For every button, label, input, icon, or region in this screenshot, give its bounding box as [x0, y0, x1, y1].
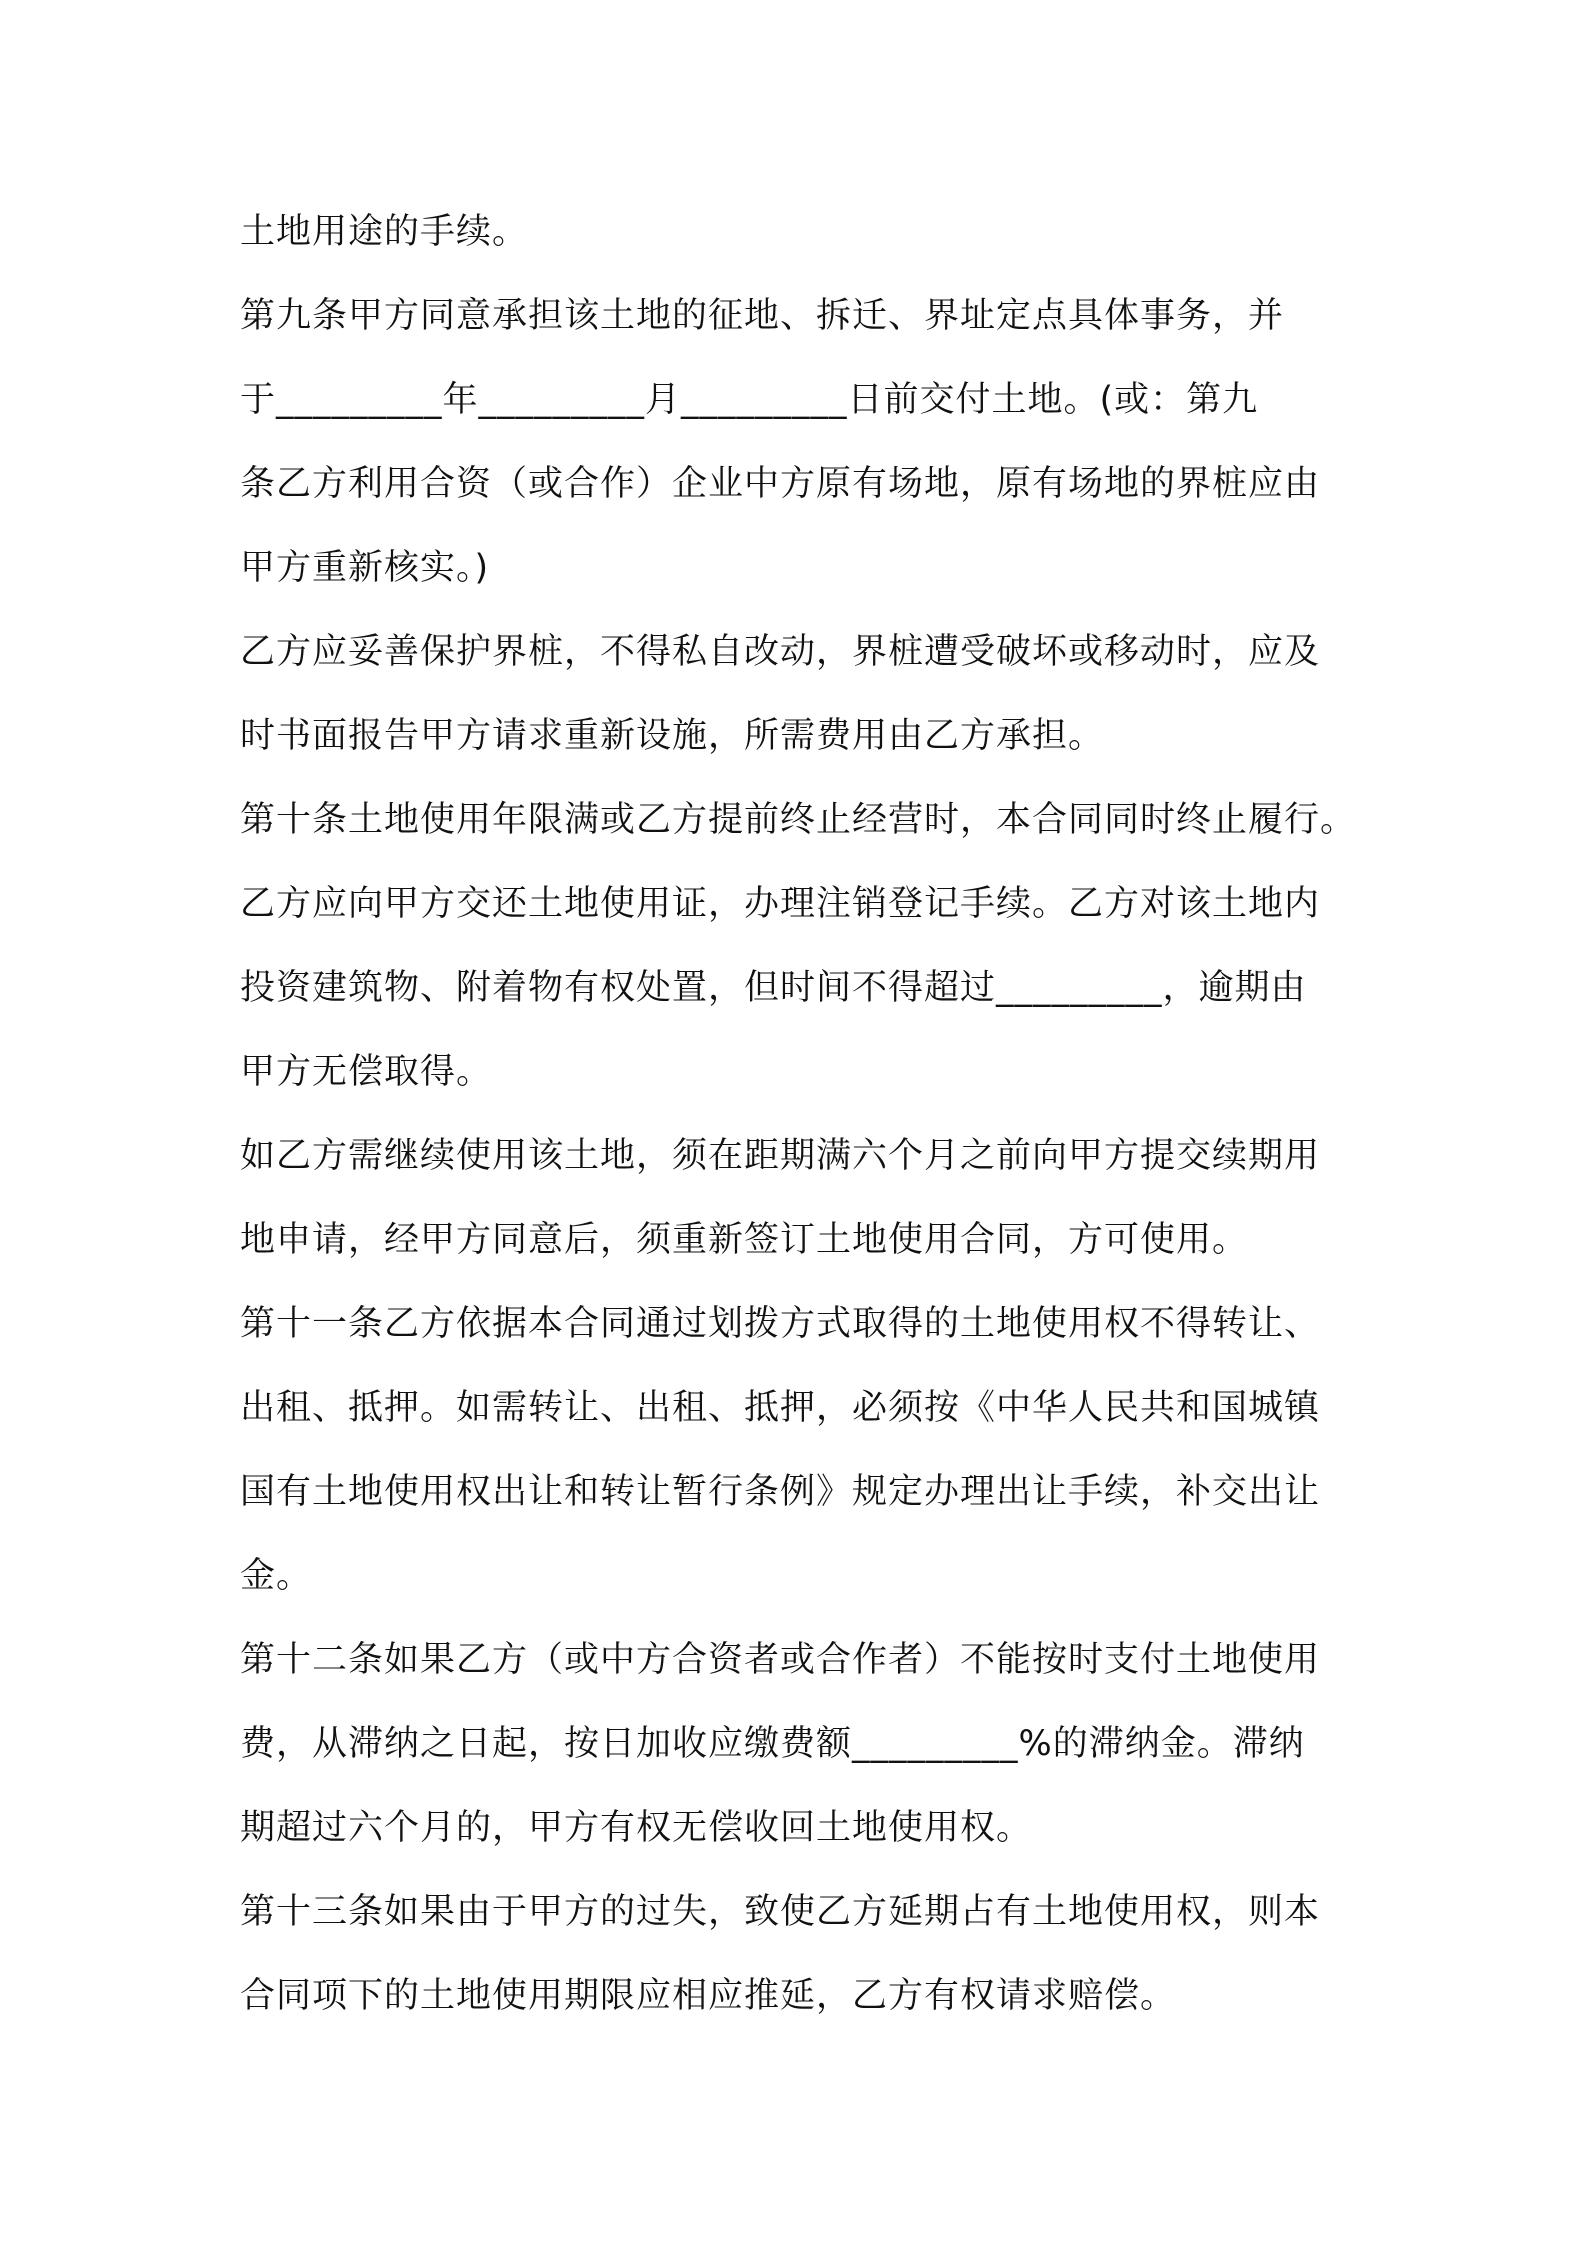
- text-line: 条乙方利用合资（或合作）企业中方原有场地，原有场地的界桩应由: [240, 464, 1321, 504]
- text-line: 期超过六个月的，甲方有权无偿收回土地使用权。: [240, 1808, 1033, 1848]
- text-line: 金。: [240, 1556, 313, 1596]
- text-line: 于_________年_________月_________日前交付土地。(或：第九: [240, 380, 1259, 420]
- text-line: 第十条土地使用年限满或乙方提前终止经营时，本合同同时终止履行。: [240, 800, 1357, 840]
- text-line: 时书面报告甲方请求重新设施，所需费用由乙方承担。: [240, 716, 1105, 756]
- text-line: 出租、抵押。如需转让、出租、抵押，必须按《中华人民共和国城镇: [240, 1388, 1321, 1428]
- text-line: 土地用途的手续。: [240, 212, 529, 252]
- text-line: 甲方重新核实。): [240, 548, 490, 588]
- text-line: 合同项下的土地使用期限应相应推延，乙方有权请求赔偿。: [240, 1976, 1177, 2016]
- text-line: 投资建筑物、附着物有权处置，但时间不得超过_________，逾期由: [240, 968, 1307, 1008]
- text-line: 费，从滞纳之日起，按日加收应缴费额_________%的滞纳金。滞纳: [240, 1724, 1305, 1764]
- text-line: 如乙方需继续使用该土地，须在距期满六个月之前向甲方提交续期用: [240, 1136, 1321, 1176]
- text-line: 甲方无偿取得。: [240, 1052, 493, 1092]
- text-line: 第十二条如果乙方（或中方合资者或合作者）不能按时支付土地使用: [240, 1640, 1321, 1680]
- document-body: [240, 190, 1360, 2038]
- text-line: 国有土地使用权出让和转让暂行条例》规定办理出让手续，补交出让: [240, 1472, 1321, 1512]
- text-line: 乙方应妥善保护界桩，不得私自改动，界桩遭受破坏或移动时，应及: [240, 632, 1321, 672]
- text-line: 乙方应向甲方交还土地使用证，办理注销登记手续。乙方对该土地内: [240, 884, 1321, 924]
- text-line: 第九条甲方同意承担该土地的征地、拆迁、界址定点具体事务，并: [240, 296, 1285, 336]
- text-line: 第十三条如果由于甲方的过失，致使乙方延期占有土地使用权，则本: [240, 1892, 1321, 1932]
- text-line: 第十一条乙方依据本合同通过划拨方式取得的土地使用权不得转让、: [240, 1304, 1321, 1344]
- text-line: 地申请，经甲方同意后，须重新签订土地使用合同，方可使用。: [240, 1220, 1249, 1260]
